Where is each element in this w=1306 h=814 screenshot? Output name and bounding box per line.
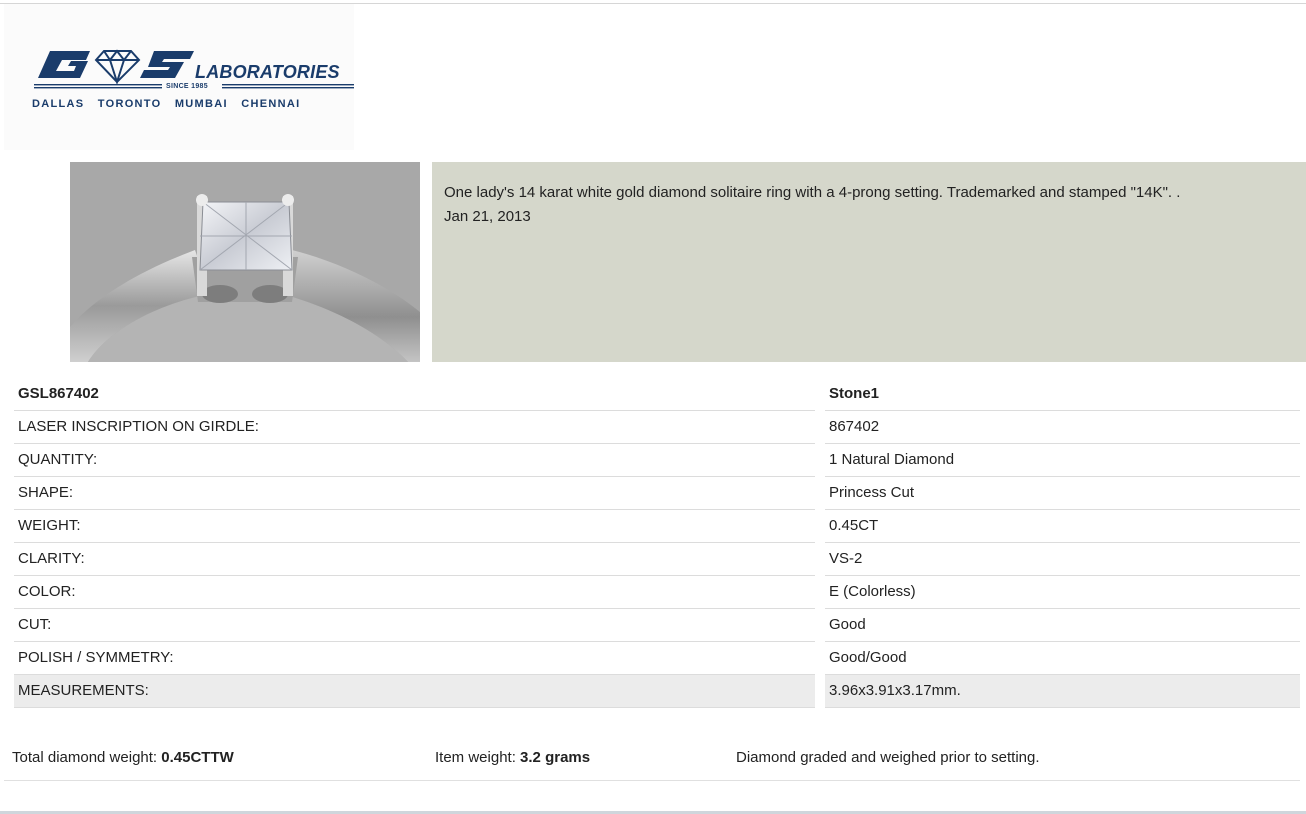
item-weight: [435, 749, 590, 766]
description-panel: [432, 162, 1306, 362]
logo-wordmark: LABORATORIES: [195, 62, 340, 82]
value-laser-inscription: 867402: [825, 411, 1300, 444]
total-diamond-weight: [12, 749, 234, 766]
report-date: Jan 21, 2013: [444, 208, 531, 225]
report-number: GSL867402: [14, 378, 815, 411]
item-description: One lady's 14 karat white gold diamond solitaire ring with a 4-prong setting. Trademarked and stamped "14K". .: [444, 184, 1181, 201]
label-cut: CUT:: [14, 609, 815, 642]
value-polish-symmetry: Good/Good: [825, 642, 1300, 675]
label-laser-inscription: LASER INSCRIPTION ON GIRDLE:: [14, 411, 815, 444]
report-values-column: [825, 378, 1300, 708]
label-weight: WEIGHT:: [14, 510, 815, 543]
city-chennai: CHENNAI: [241, 98, 301, 110]
value-shape: Princess Cut: [825, 477, 1300, 510]
grading-note: Diamond graded and weighed prior to setting.: [736, 749, 1040, 766]
value-weight: 0.45CT: [825, 510, 1300, 543]
label-polish-symmetry: POLISH / SYMMETRY:: [14, 642, 815, 675]
item-weight-label: Item weight:: [435, 749, 516, 766]
city-mumbai: MUMBAI: [174, 98, 228, 110]
report-labels-column: [14, 378, 815, 708]
ring-photo: [70, 162, 420, 362]
item-weight-value: 3.2 grams: [520, 749, 591, 766]
summary-divider: [4, 780, 1300, 781]
label-measurements: MEASUREMENTS:: [14, 675, 815, 708]
label-shape: SHAPE:: [14, 477, 815, 510]
value-quantity: 1 Natural Diamond: [825, 444, 1300, 477]
city-toronto: TORONTO: [97, 98, 162, 110]
description-text-block: [444, 181, 1180, 229]
label-color: COLOR:: [14, 576, 815, 609]
city-dallas: DALLAS: [32, 98, 85, 110]
stone-heading: Stone1: [825, 378, 1300, 411]
logo-cities: [32, 98, 300, 110]
logo-since: SINCE 1985: [166, 83, 208, 90]
total-weight-value: 0.45CTTW: [161, 749, 234, 766]
label-quantity: QUANTITY:: [14, 444, 815, 477]
label-clarity: CLARITY:: [14, 543, 815, 576]
total-weight-label: Total diamond weight:: [12, 749, 158, 766]
value-cut: Good: [825, 609, 1300, 642]
value-measurements: 3.96x3.91x3.17mm.: [825, 675, 1300, 708]
gs-laboratories-logo: [4, 4, 354, 150]
value-color: E (Colorless): [825, 576, 1300, 609]
value-clarity: VS-2: [825, 543, 1300, 576]
